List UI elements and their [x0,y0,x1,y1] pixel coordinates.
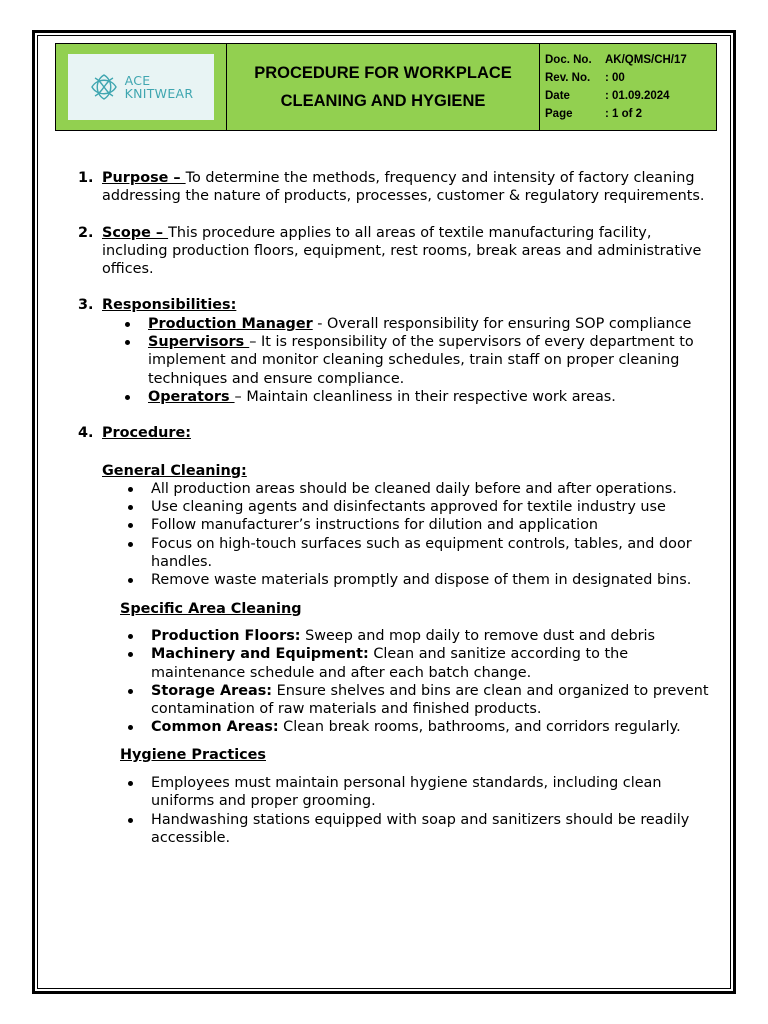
area-term: Production Floors: [151,627,301,644]
section-text: This procedure applies to all areas of textile manufacturing facility, including production floors, equipment, rest rooms, break areas and administrative offices. [102,224,702,278]
meta-row-rev-no [545,69,716,87]
list-item: Employees must maintain personal hygiene standards, including clean uniforms and proper grooming. [102,774,718,811]
section-text: To determine the methods, frequency and intensity of factory cleaning addressing the nature of products, processes, customer & regulatory requirements. [102,170,705,205]
section-scope [78,224,718,279]
specific-area-heading: Specific Area Cleaning [120,600,302,617]
general-cleaning-list [102,480,718,590]
section-responsibilities [78,296,718,406]
area-text: Sweep and mop daily to remove dust and debris [300,627,656,644]
list-item [102,388,718,406]
role-text: - Overall responsibility for ensuring SOP compliance [312,315,692,332]
logo-line-2: KNITWEAR [124,86,194,101]
document-title [227,44,540,130]
logo-cell [56,44,227,130]
meta-value: : 00 [605,72,625,84]
section-heading: Scope – [102,224,169,241]
area-text: Clean and sanitize according to the maintenance schedule and after each batch change. [151,646,629,681]
meta-row-doc-no [545,51,716,69]
list-item [102,645,718,682]
document-meta [540,44,716,130]
list-item: Use cleaning agents and disinfectants approved for textile industry use [102,498,718,516]
list-item: Handwashing stations equipped with soap and sanitizers should be readily accessible. [102,811,718,848]
meta-value: AK/QMS/CH/17 [605,54,687,66]
document-body [78,169,718,847]
logo-line-1: ACE [124,73,151,88]
meta-row-date [545,87,716,105]
area-term: Common Areas: [151,719,279,736]
document-header [55,43,717,131]
section-number: 1. [78,170,94,186]
hygiene-practices-list [102,774,718,847]
section-heading: Procedure: [102,425,191,442]
meta-label: Doc. No. [545,54,592,66]
meta-label: Page [545,108,573,120]
area-term: Storage Areas: [151,682,273,699]
title-line-1: PROCEDURE FOR WORKPLACE [254,64,512,82]
list-item [102,718,718,736]
meta-row-page [545,105,716,123]
specific-area-list [102,627,718,737]
role-term: Production Manager [148,315,313,332]
section-heading: Responsibilities: [102,297,237,314]
area-text: Clean break rooms, bathrooms, and corridors regularly. [278,719,681,736]
role-term: Operators [148,388,235,405]
section-number: 4. [78,425,94,442]
section-number: 2. [78,224,94,241]
meta-value: : 01.09.2024 [605,90,670,102]
logo-text [125,74,194,100]
list-item [102,333,718,388]
hygiene-practices-heading: Hygiene Practices [120,746,266,763]
section-purpose [78,169,718,206]
role-text: – It is responsibility of the supervisors of every department to implement and monitor cleaning schedules, train staff on proper cleaning techniques and ensure compliance. [148,334,694,387]
general-cleaning-heading: General Cleaning: [102,462,247,479]
section-procedure [78,424,718,847]
meta-value: : 1 of 2 [605,108,643,120]
list-item [102,682,718,719]
knot-icon [89,72,119,102]
list-item [102,627,718,645]
list-item: Follow manufacturer’s instructions for dilution and application [102,516,718,534]
area-term: Machinery and Equipment: [151,646,369,663]
area-text: Ensure shelves and bins are clean and organized to prevent contamination of raw materials and finished products. [151,682,709,718]
section-number: 3. [78,297,94,314]
responsibilities-list [102,315,718,406]
section-heading: Purpose – [102,170,186,186]
list-item [102,315,718,333]
list-item: Remove waste materials promptly and dispose of them in designated bins. [102,571,718,589]
meta-label: Date [545,90,570,102]
company-logo [68,54,214,120]
list-item: All production areas should be cleaned daily before and after operations. [102,480,718,498]
meta-label: Rev. No. [545,72,591,84]
title-line-2: CLEANING AND HYGIENE [280,92,486,110]
role-term: Supervisors [148,334,250,351]
list-item: Focus on high-touch surfaces such as equipment controls, tables, and door handles. [102,535,718,572]
role-text: – Maintain cleanliness in their respective work areas. [234,388,616,405]
